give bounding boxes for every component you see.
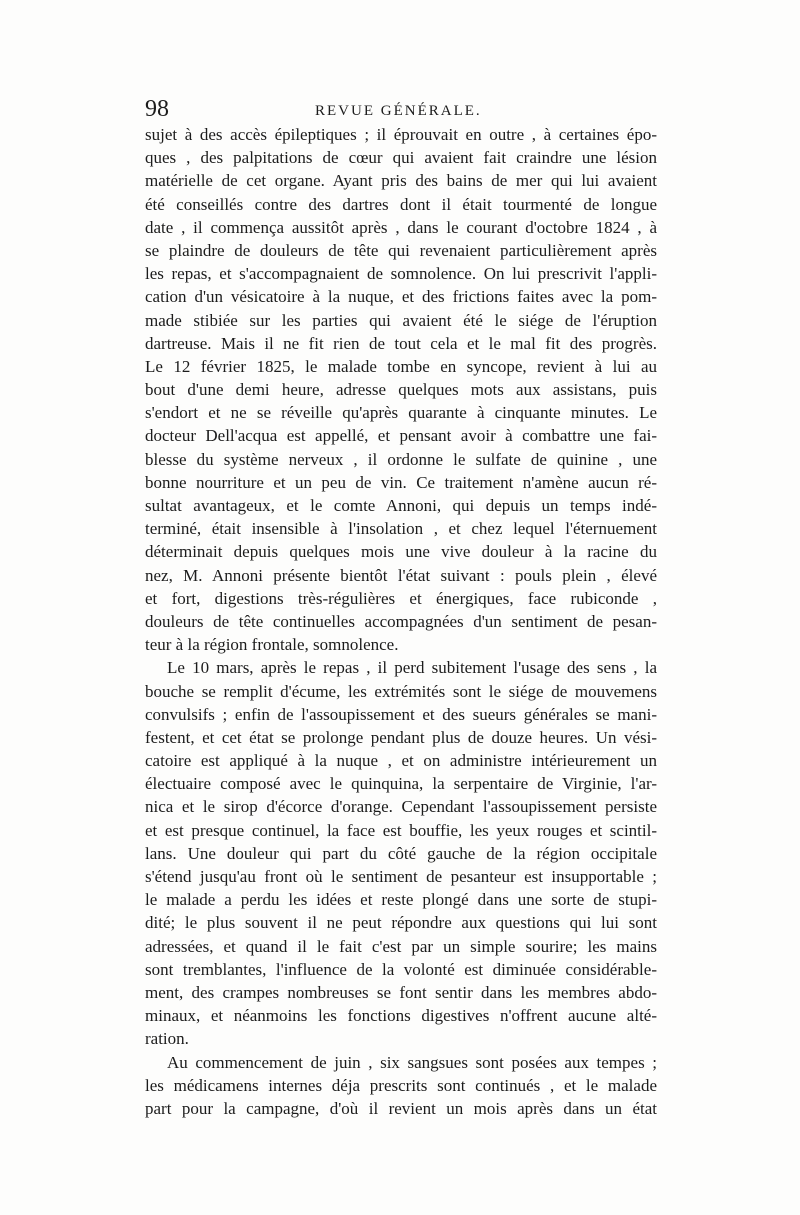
text-line: dartreuse. Mais il ne fit rien de tout cela et le mal fit des progrès. — [145, 333, 657, 353]
text-line: teur à la région frontale, somnolence. — [145, 635, 399, 655]
text-line: adressées, et quand il le fait c'est par un simple sourire; les mains — [145, 936, 657, 956]
text-line: sont tremblantes, l'influence de la volonté est diminuée considérable- — [145, 959, 657, 979]
text-line: et fort, digestions très-régulières et énergiques, face rubiconde , — [145, 588, 657, 608]
text-line: électuaire composé avec le quinquina, la serpentaire de Virginie, l'ar- — [145, 774, 657, 794]
text-line: le malade a perdu les idées et reste plongé dans une sorte de stupi- — [145, 890, 657, 910]
text-line: déterminait depuis quelques mois une vive douleur à la racine du — [145, 542, 657, 562]
text-line: sultat avantageux, et le comte Annoni, qui depuis un temps indé- — [145, 496, 657, 515]
text-line: s'endort et ne se réveille qu'après quarante à cinquante minutes. Le — [145, 403, 657, 423]
text-line: made stibiée sur les parties qui avaient été le siége de l'éruption — [145, 310, 657, 330]
text-line: nez, M. Annoni présente bientôt l'état suivant : pouls plein , élevé — [145, 565, 657, 585]
text-line: docteur Dell'acqua est appellé, et pensant avoir à combattre une fai- — [145, 426, 657, 446]
text-line: les médicamens internes déja prescrits sont continués , et le malade — [145, 1075, 657, 1095]
text-line: nica et le sirop d'écorce d'orange. Cependant l'assoupissement persiste — [145, 797, 657, 817]
text-line: bouche se remplit d'écume, les extrémités sont le siége de mouvemens — [145, 681, 657, 701]
text-line: les repas, et s'accompagnaient de somnolence. On lui prescrivit l'appli- — [145, 264, 657, 284]
text-line: s'étend jusqu'au front où le sentiment de pesanteur est insupportable ; — [145, 867, 657, 886]
text-line: été conseillés contre des dartres dont il était tourmenté de longue — [145, 194, 657, 214]
text-line: lans. Une douleur qui part du côté gauche de la région occipitale — [145, 843, 657, 863]
text-line: sujet à des accès épileptiques ; il éprouvait en outre , à certaines épo- — [145, 125, 657, 144]
text-line: ration. — [145, 1029, 189, 1049]
text-line: cation d'un vésicatoire à la nuque, et des frictions faites avec la pom- — [145, 287, 657, 307]
text-line: date , il commença aussitôt après , dans le courant d'octobre 1824 , à — [145, 217, 657, 237]
text-line: matérielle de cet organe. Ayant pris des bains de mer qui lui avaient — [145, 171, 657, 191]
text-line: Au commencement de juin , six sangsues sont posées aux tempes ; — [167, 1052, 657, 1072]
text-line: Le 12 février 1825, le malade tombe en syncope, revient à lui au — [145, 356, 657, 376]
text-line: blesse du système nerveux , il ordonne le sulfate de quinine , une — [145, 449, 657, 469]
text-line: bout d'une demi heure, adresse quelques mots aux assistans, puis — [145, 380, 657, 400]
text-line: convulsifs ; enfin de l'assoupissement et des sueurs générales se mani- — [145, 704, 657, 724]
text-line: ment, des crampes nombreuses se font sentir dans les membres abdo- — [145, 982, 657, 1002]
text-line: minaux, et néanmoins les fonctions digestives n'offrent aucune alté- — [145, 1006, 657, 1026]
text-line: dité; le plus souvent il ne peut répondre aux questions qui lui sont — [145, 913, 657, 933]
text-line: et est presque continuel, la face est bouffie, les yeux rouges et scintil- — [145, 820, 657, 840]
page-number: 98 — [145, 96, 169, 122]
text-line: festent, et cet état se prolonge pendant plus de douze heures. Un vési- — [145, 727, 657, 747]
text-line: se plaindre de douleurs de tête qui revenaient particulièrement après — [145, 240, 657, 260]
running-head: REVUE GÉNÉRALE. — [315, 103, 482, 119]
text-line: part pour la campagne, d'où il revient un mois après dans un état — [145, 1098, 657, 1118]
text-line: ques , des palpitations de cœur qui avaient fait craindre une lésion — [145, 148, 657, 168]
page-header — [145, 96, 657, 122]
text-line: bonne nourriture et un peu de vin. Ce traitement n'amène aucun ré- — [145, 472, 657, 492]
text-line: terminé, était insensible à l'insolation , et chez lequel l'éternuement — [145, 519, 657, 539]
body-text — [145, 123, 657, 1120]
text-line: douleurs de tête continuelles accompagnées d'un sentiment de pesan- — [145, 611, 657, 631]
text-line: catoire est appliqué à la nuque , et on administre intérieurement un — [145, 751, 657, 771]
text-line: Le 10 mars, après le repas , il perd subitement l'usage des sens , la — [167, 658, 657, 678]
